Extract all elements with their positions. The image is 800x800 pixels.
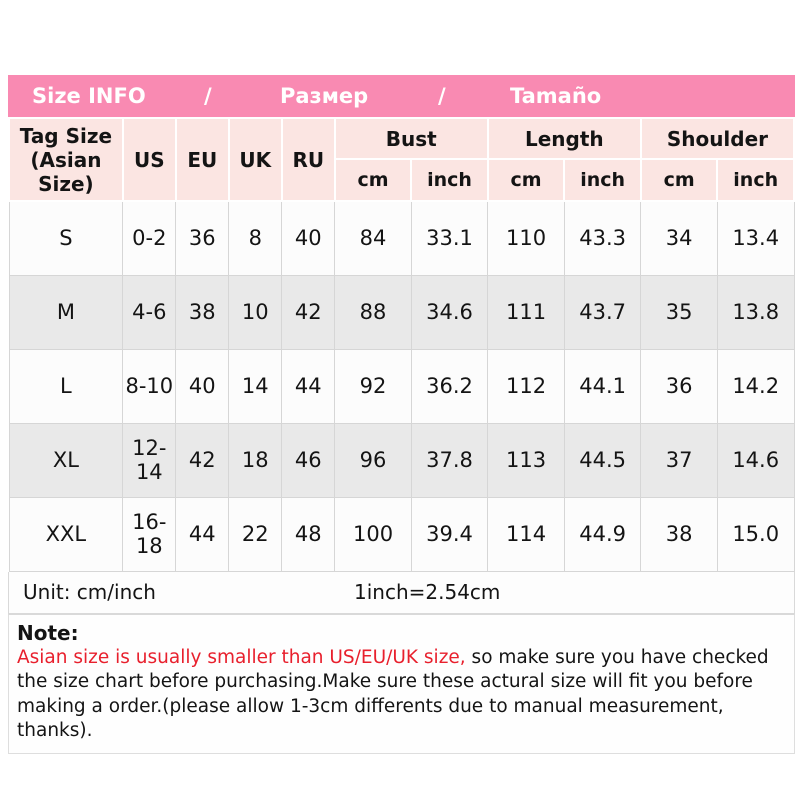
cell-uk: 14 [229, 349, 282, 423]
cell-shoulder-inch: 13.4 [717, 201, 794, 275]
size-row-xl [9, 423, 794, 497]
title-separator-2: / [438, 84, 446, 108]
cell-shoulder-cm: 36 [641, 349, 718, 423]
cell-tag: M [9, 275, 123, 349]
cell-eu: 38 [176, 275, 229, 349]
size-row-xxl [9, 497, 794, 571]
cell-bust-inch: 36.2 [411, 349, 488, 423]
cell-uk: 18 [229, 423, 282, 497]
cell-tag: S [9, 201, 123, 275]
cell-ru: 44 [282, 349, 335, 423]
cell-tag: L [9, 349, 123, 423]
unit-header-bust-cm: cm [335, 159, 412, 201]
tag-size-line1: Tag Size [19, 123, 113, 148]
cell-bust-cm: 96 [335, 423, 412, 497]
col-header-tag-size [9, 118, 123, 201]
title-bar [8, 75, 795, 117]
cell-uk: 10 [229, 275, 282, 349]
cell-length-inch: 44.5 [564, 423, 641, 497]
cell-length-inch: 44.1 [564, 349, 641, 423]
cell-length-inch: 44.9 [564, 497, 641, 571]
note-block [8, 614, 795, 754]
title-separator-1: / [204, 84, 212, 108]
cell-shoulder-cm: 35 [641, 275, 718, 349]
size-table [8, 117, 795, 572]
tag-size-line2: (Asian Size) [30, 147, 102, 196]
unit-header-shoulder-cm: cm [641, 159, 718, 201]
cell-ru: 42 [282, 275, 335, 349]
unit-row [8, 572, 795, 614]
col-group-length: Length [488, 118, 641, 159]
cell-us: 4-6 [123, 275, 176, 349]
col-group-bust: Bust [335, 118, 488, 159]
cell-bust-cm: 92 [335, 349, 412, 423]
cell-shoulder-cm: 37 [641, 423, 718, 497]
title-razmer: Размер [280, 84, 369, 108]
inch-conversion: 1inch=2.54cm [354, 580, 501, 604]
cell-bust-cm: 88 [335, 275, 412, 349]
cell-eu: 40 [176, 349, 229, 423]
title-size-info: Size INFO [32, 84, 146, 108]
cell-us: 8-10 [123, 349, 176, 423]
unit-header-length-inch: inch [564, 159, 641, 201]
cell-shoulder-inch: 14.6 [717, 423, 794, 497]
header-row-groups [9, 118, 794, 159]
cell-shoulder-cm: 38 [641, 497, 718, 571]
unit-label: Unit: cm/inch [23, 580, 156, 604]
cell-eu: 42 [176, 423, 229, 497]
cell-length-cm: 114 [488, 497, 565, 571]
cell-bust-inch: 34.6 [411, 275, 488, 349]
col-group-shoulder: Shoulder [641, 118, 794, 159]
title-tamano: Tamaño [510, 84, 602, 108]
unit-header-bust-inch: inch [411, 159, 488, 201]
cell-length-inch: 43.7 [564, 275, 641, 349]
cell-length-cm: 110 [488, 201, 565, 275]
size-chart-sheet [8, 75, 795, 754]
cell-ru: 48 [282, 497, 335, 571]
cell-bust-cm: 84 [335, 201, 412, 275]
cell-length-inch: 43.3 [564, 201, 641, 275]
cell-shoulder-inch: 15.0 [717, 497, 794, 571]
cell-tag: XL [9, 423, 123, 497]
cell-eu: 44 [176, 497, 229, 571]
cell-bust-inch: 37.8 [411, 423, 488, 497]
cell-tag: XXL [9, 497, 123, 571]
col-header-us: US [123, 118, 176, 201]
cell-bust-cm: 100 [335, 497, 412, 571]
cell-ru: 46 [282, 423, 335, 497]
note-heading: Note: [17, 620, 79, 645]
col-header-uk: UK [229, 118, 282, 201]
cell-us: 0-2 [123, 201, 176, 275]
cell-shoulder-inch: 13.8 [717, 275, 794, 349]
size-row-m [9, 275, 794, 349]
cell-us: 12-14 [123, 423, 176, 497]
size-row-s [9, 201, 794, 275]
cell-ru: 40 [282, 201, 335, 275]
cell-uk: 22 [229, 497, 282, 571]
col-header-ru: RU [282, 118, 335, 201]
cell-shoulder-inch: 14.2 [717, 349, 794, 423]
cell-length-cm: 111 [488, 275, 565, 349]
cell-eu: 36 [176, 201, 229, 275]
unit-header-length-cm: cm [488, 159, 565, 201]
cell-length-cm: 113 [488, 423, 565, 497]
cell-bust-inch: 33.1 [411, 201, 488, 275]
cell-length-cm: 112 [488, 349, 565, 423]
cell-us: 16-18 [123, 497, 176, 571]
col-header-eu: EU [176, 118, 229, 201]
note-body-text: so make sure you have checked the size chart before purchasing.Make sure these actural size will fit you before making a order.(please allow 1-3cm differents due to manual measurement, thanks). [17, 646, 769, 742]
note-highlight-text: Asian size is usually smaller than US/EU/UK size, [17, 646, 466, 668]
cell-uk: 8 [229, 201, 282, 275]
cell-shoulder-cm: 34 [641, 201, 718, 275]
size-row-l [9, 349, 794, 423]
unit-header-shoulder-inch: inch [717, 159, 794, 201]
cell-bust-inch: 39.4 [411, 497, 488, 571]
